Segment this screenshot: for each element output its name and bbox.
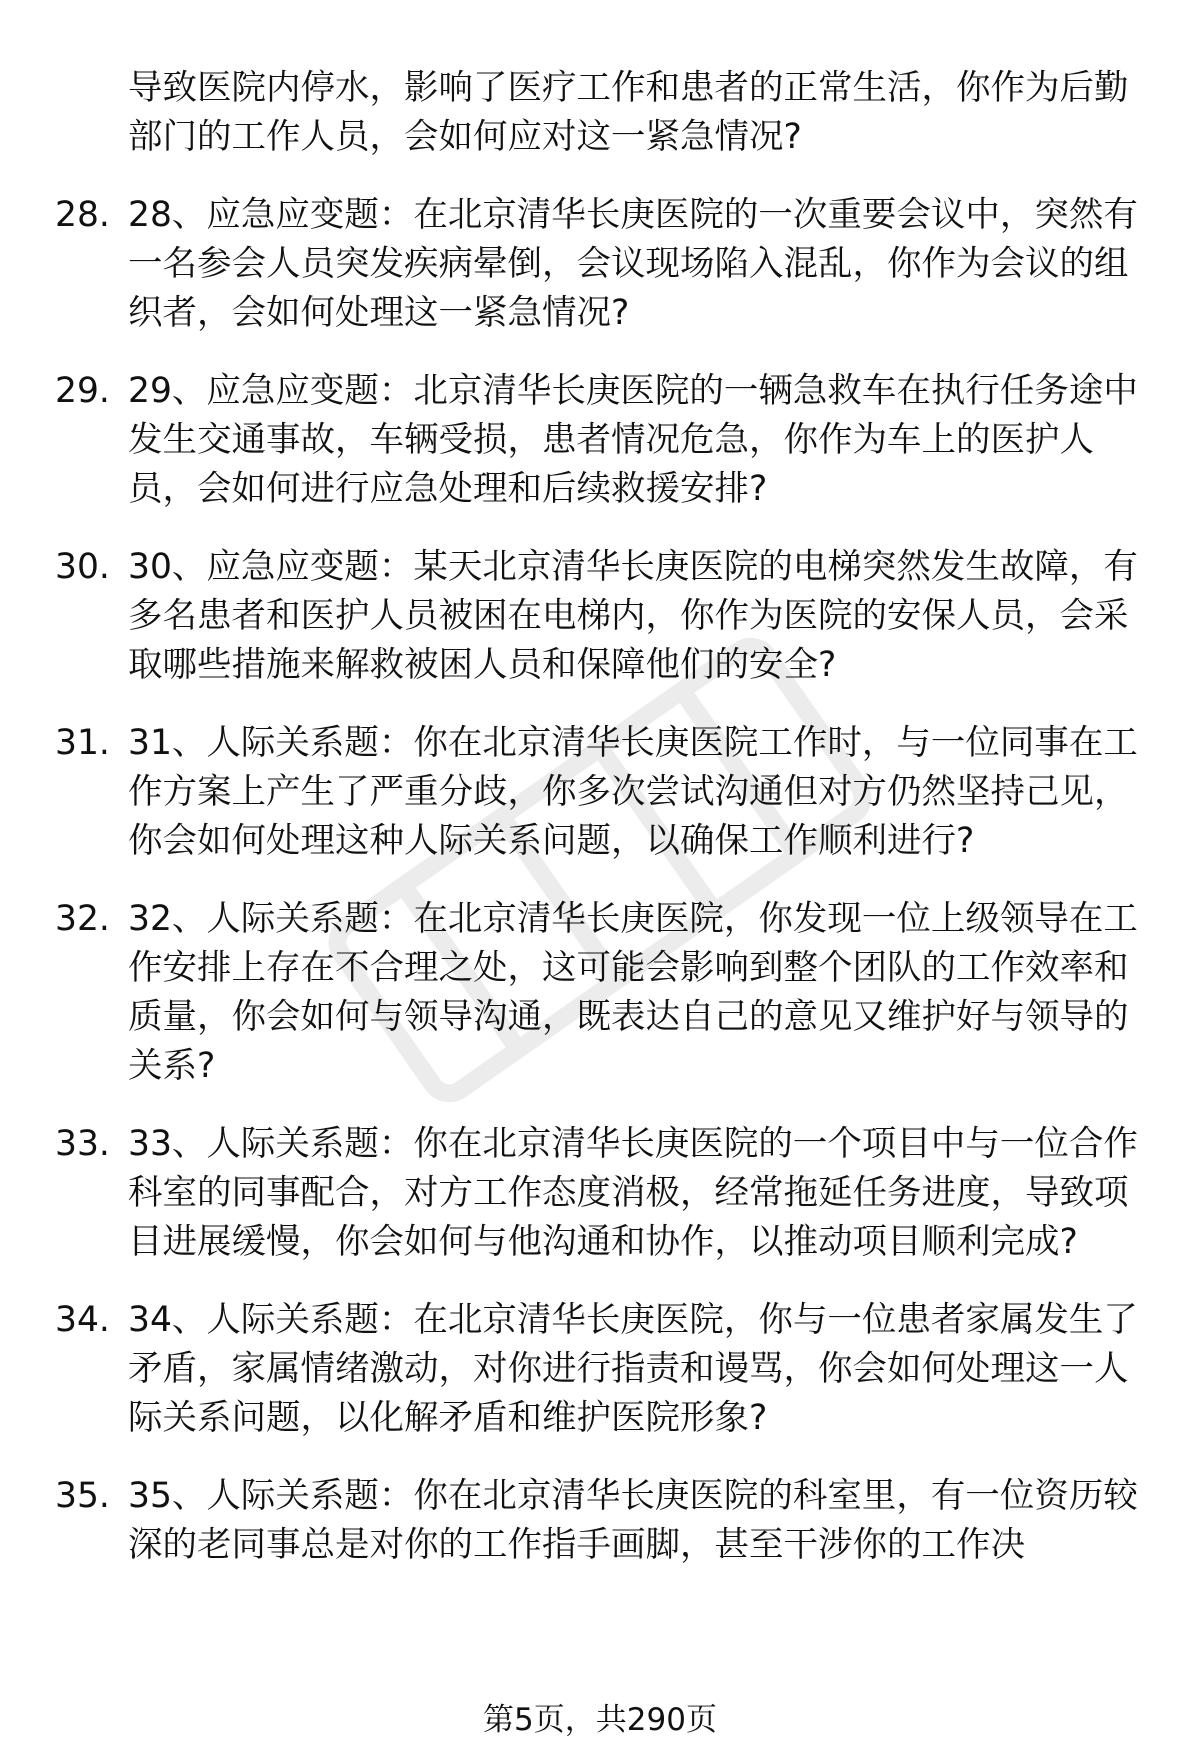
question-item bbox=[55, 1120, 1145, 1267]
question-number: 30. bbox=[55, 547, 110, 587]
question-item bbox=[55, 895, 1145, 1091]
page-footer: 第5页，共290页 bbox=[483, 1702, 717, 1738]
question-item bbox=[55, 1472, 1145, 1570]
question-list bbox=[55, 64, 1145, 1599]
question-item bbox=[55, 719, 1145, 866]
question-text: 28、应急应变题：在北京清华长庚医院的一次重要会议中，突然有一名参会人员突发疾病晕倒，会议现场陷入混乱，你作为会议的组织者，会如何处理这一紧急情况? bbox=[128, 195, 1138, 333]
continued-paragraph: 导致医院内停水，影响了医疗工作和患者的正常生活，你作为后勤部门的工作人员，会如何应对这一紧急情况? bbox=[128, 68, 1129, 157]
question-text: 33、人际关系题：你在北京清华长庚医院的一个项目中与一位合作科室的同事配合，对方工作态度消极，经常拖延任务进度，导致项目进展缓慢，你会如何与他沟通和协作，以推动项目顺利完成? bbox=[128, 1124, 1138, 1262]
question-text: 32、人际关系题：在北京清华长庚医院，你发现一位上级领导在工作安排上存在不合理之处，这可能会影响到整个团队的工作效率和质量，你会如何与领导沟通，既表达自己的意见又维护好与领导的关系? bbox=[128, 899, 1138, 1086]
question-text: 29、应急应变题：北京清华长庚医院的一辆急救车在执行任务途中发生交通事故，车辆受损，患者情况危急，你作为车上的医护人员，会如何进行应急处理和后续救援安排? bbox=[128, 371, 1138, 509]
question-number: 34. bbox=[55, 1300, 110, 1340]
question-number: 29. bbox=[55, 371, 110, 411]
question-number: 32. bbox=[55, 899, 110, 939]
question-text: 35、人际关系题：你在北京清华长庚医院的科室里，有一位资历较深的老同事总是对你的工作指手画脚，甚至干涉你的工作决 bbox=[128, 1476, 1138, 1565]
question-text: 31、人际关系题：你在北京清华长庚医院工作时，与一位同事在工作方案上产生了严重分歧，你多次尝试沟通但对方仍然坚持己见，你会如何处理这种人际关系问题，以确保工作顺利进行? bbox=[128, 723, 1138, 861]
question-text: 34、人际关系题：在北京清华长庚医院，你与一位患者家属发生了矛盾，家属情绪激动，对你进行指责和谩骂，你会如何处理这一人际关系问题，以化解矛盾和维护医院形象? bbox=[128, 1300, 1138, 1438]
question-text: 30、应急应变题：某天北京清华长庚医院的电梯突然发生故障，有多名患者和医护人员被困在电梯内，你作为医院的安保人员，会采取哪些措施来解救被困人员和保障他们的安全? bbox=[128, 547, 1138, 685]
question-item bbox=[55, 1296, 1145, 1443]
question-number: 33. bbox=[55, 1124, 110, 1164]
question-item bbox=[55, 543, 1145, 690]
question-number: 35. bbox=[55, 1476, 110, 1516]
question-number: 31. bbox=[55, 723, 110, 763]
question-item bbox=[55, 367, 1145, 514]
question-item bbox=[55, 191, 1145, 338]
question-number: 28. bbox=[55, 195, 110, 235]
